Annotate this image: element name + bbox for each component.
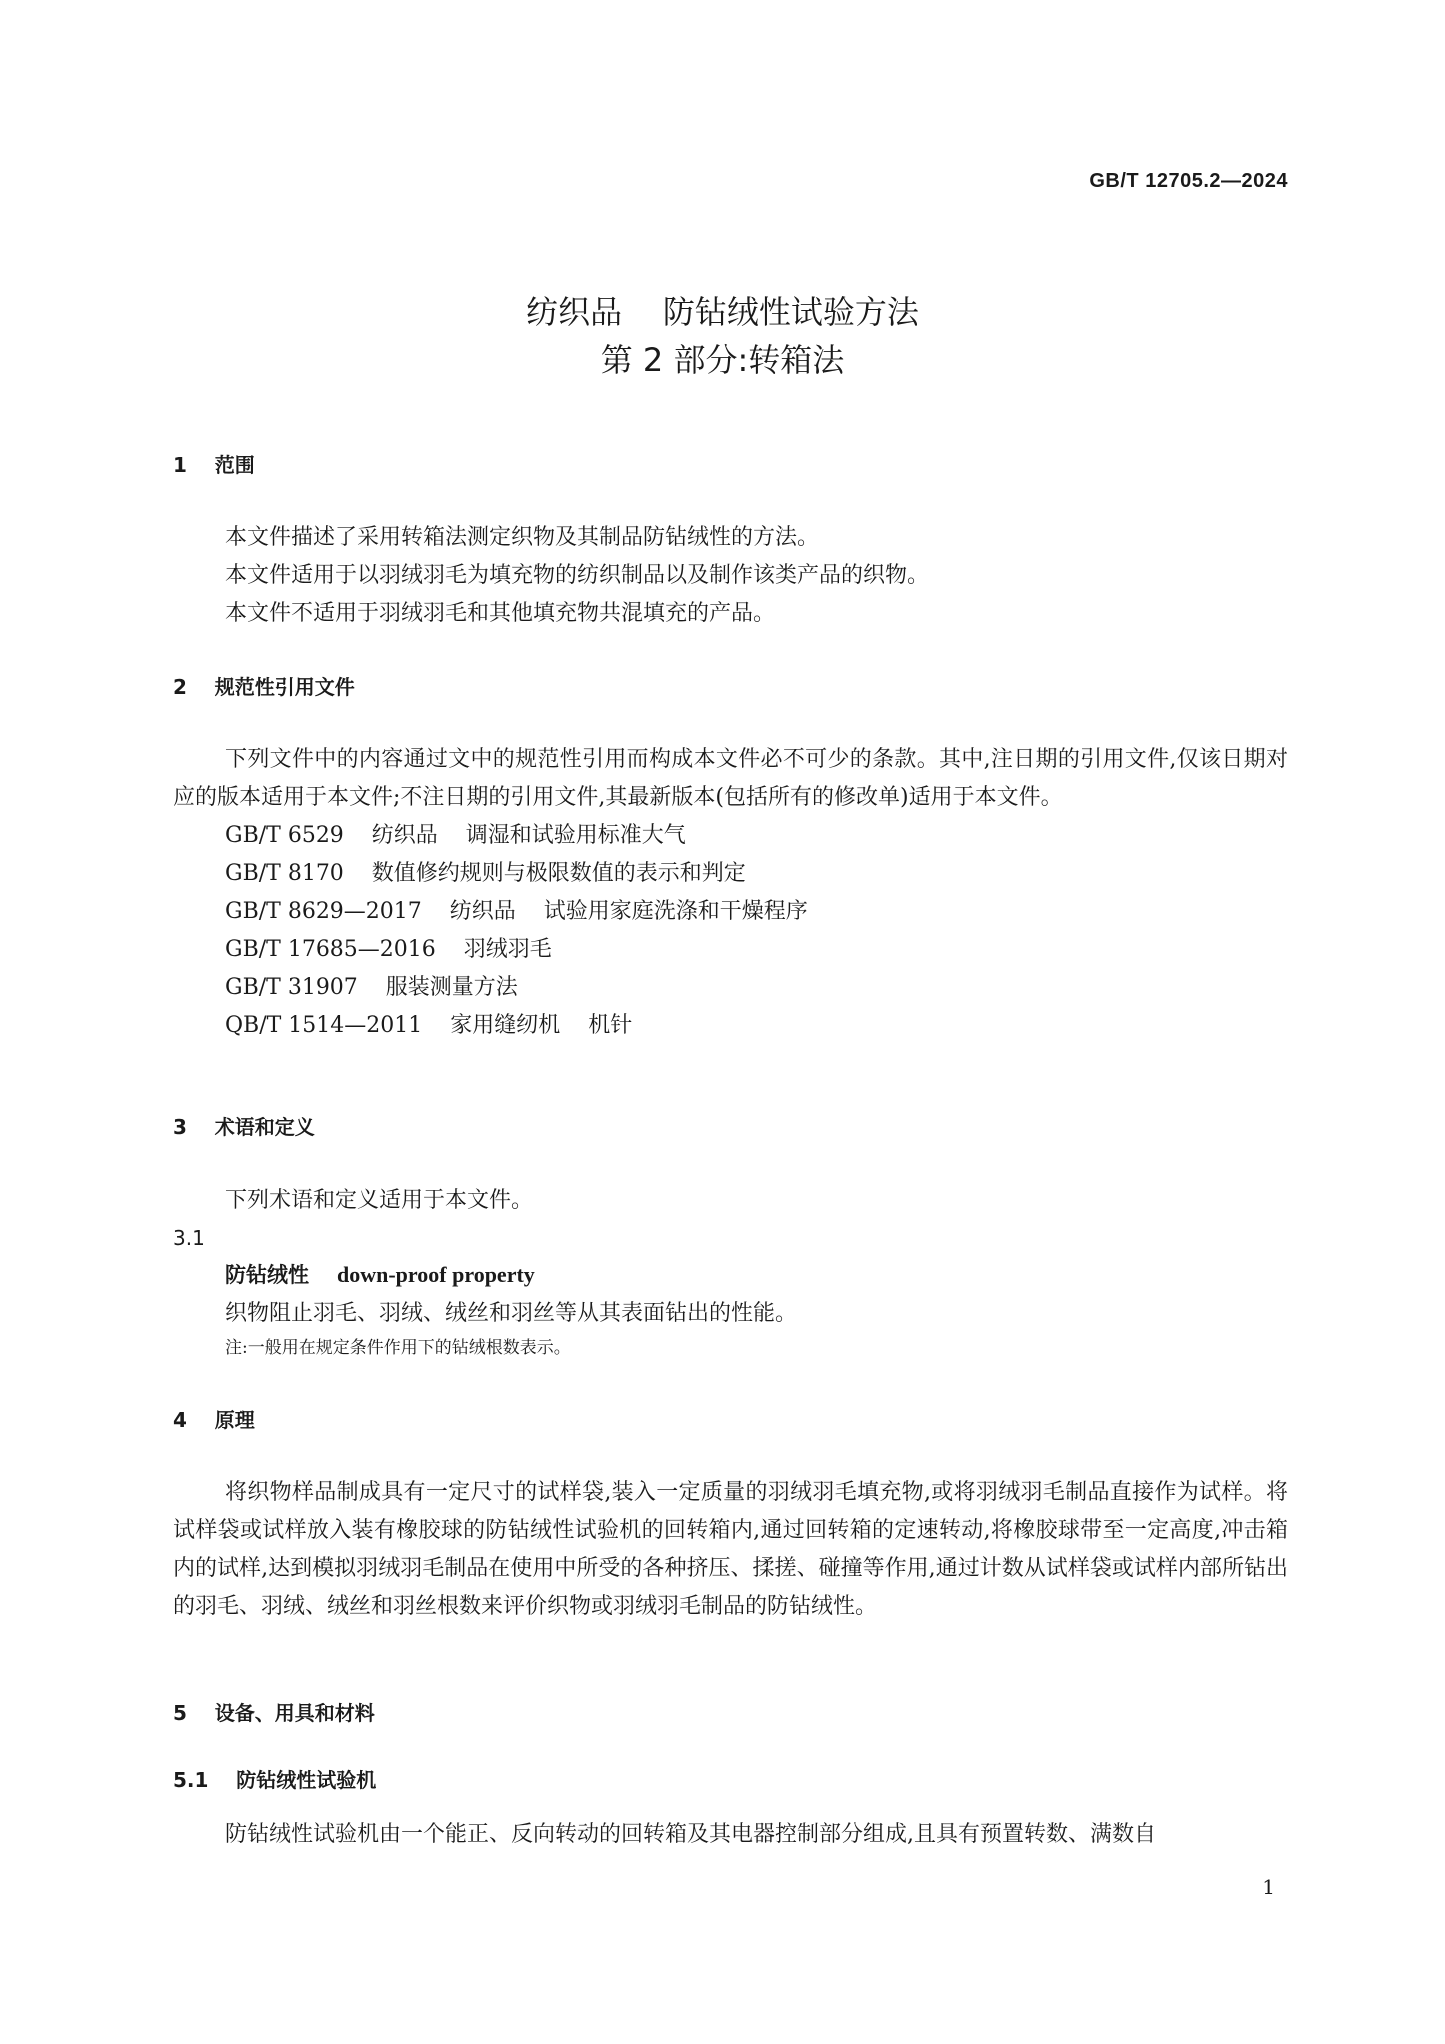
title-line-2: 第 2 部分:转箱法	[600, 341, 845, 379]
section-1-heading: 1 范围	[173, 453, 255, 477]
section-3-intro: 下列术语和定义适用于本文件。	[225, 1188, 534, 1213]
section-3-body	[173, 1182, 1288, 1363]
section-5-1-body	[173, 1816, 1288, 1854]
section-2-paragraph: 下列文件中的内容通过文中的规范性引用而构成本文件必不可少的条款。其中,注日期的引用文件,仅该日期对应的版本适用于本文件;不注日期的引用文件,其最新版本(包括所有的修改单)适用于本文件。	[173, 747, 1288, 810]
section-3-heading: 3 术语和定义	[173, 1115, 315, 1139]
reference-item: GB/T 31907 服装测量方法	[225, 975, 518, 1000]
term-definition: 织物阻止羽毛、羽绒、绒丝和羽丝等从其表面钻出的性能。	[225, 1301, 798, 1326]
term-number: 3.1	[173, 1226, 205, 1250]
section-1-heading-wrap	[173, 449, 1288, 478]
reference-item: GB/T 8629—2017 纺织品 试验用家庭洗涤和干燥程序	[225, 899, 808, 924]
section-2-heading-wrap	[173, 671, 1288, 700]
term-chinese: 防钻绒性	[225, 1263, 309, 1287]
section-5-heading: 5 设备、用具和材料	[173, 1701, 375, 1725]
section-2-body	[173, 741, 1288, 1045]
section-5-1-heading: 5.1 防钻绒性试验机	[173, 1768, 377, 1792]
section-1-line-2: 本文件适用于以羽绒羽毛为填充物的纺织制品以及制作该类产品的织物。	[225, 563, 930, 588]
section-4-body	[173, 1474, 1288, 1626]
section-5-heading-wrap	[173, 1697, 1288, 1726]
section-1-line-1: 本文件描述了采用转箱法测定织物及其制品防钻绒性的方法。	[225, 525, 820, 550]
term-title	[173, 1256, 1288, 1295]
section-4-paragraph: 将织物样品制成具有一定尺寸的试样袋,装入一定质量的羽绒羽毛填充物,或将羽绒羽毛制品直接作为试样。将试样袋或试样放入装有橡胶球的防钻绒性试验机的回转箱内,通过回转箱的定速转动,将橡胶球带至一定高度,冲击箱内的试样,达到模拟羽绒羽毛制品在使用中所受的各种挤压、揉搓、碰撞等作用,通过计数从试样袋或试样内部所钻出的羽毛、羽绒、绒丝和羽丝根数来评价织物或羽绒羽毛制品的防钻绒性。	[173, 1480, 1288, 1619]
reference-item: GB/T 17685—2016 羽绒羽毛	[225, 937, 552, 962]
page-number: 1	[1262, 1875, 1275, 1899]
term-note: 注:一般用在规定条件作用下的钻绒根数表示。	[225, 1338, 571, 1358]
document-title	[0, 288, 1445, 384]
title-line-1: 纺织品 防钻绒性试验方法	[526, 293, 919, 331]
section-3-heading-wrap	[173, 1111, 1288, 1140]
section-5-1-heading-wrap	[173, 1764, 1288, 1793]
section-5-1-paragraph: 防钻绒性试验机由一个能正、反向转动的回转箱及其电器控制部分组成,且具有预置转数、满数自	[225, 1822, 1156, 1847]
section-4-heading: 4 原理	[173, 1408, 255, 1432]
reference-item: GB/T 8170 数值修约规则与极限数值的表示和判定	[225, 861, 746, 886]
section-1-body	[173, 519, 1288, 633]
section-4-heading-wrap	[173, 1404, 1288, 1433]
section-2-heading: 2 规范性引用文件	[173, 675, 355, 699]
reference-item: GB/T 6529 纺织品 调湿和试验用标准大气	[225, 823, 686, 848]
standard-code: GB/T 12705.2—2024	[1089, 170, 1288, 192]
term-english: down-proof property	[336, 1262, 535, 1287]
section-1-line-3: 本文件不适用于羽绒羽毛和其他填充物共混填充的产品。	[225, 601, 776, 626]
reference-item: QB/T 1514—2011 家用缝纫机 机针	[225, 1013, 633, 1038]
